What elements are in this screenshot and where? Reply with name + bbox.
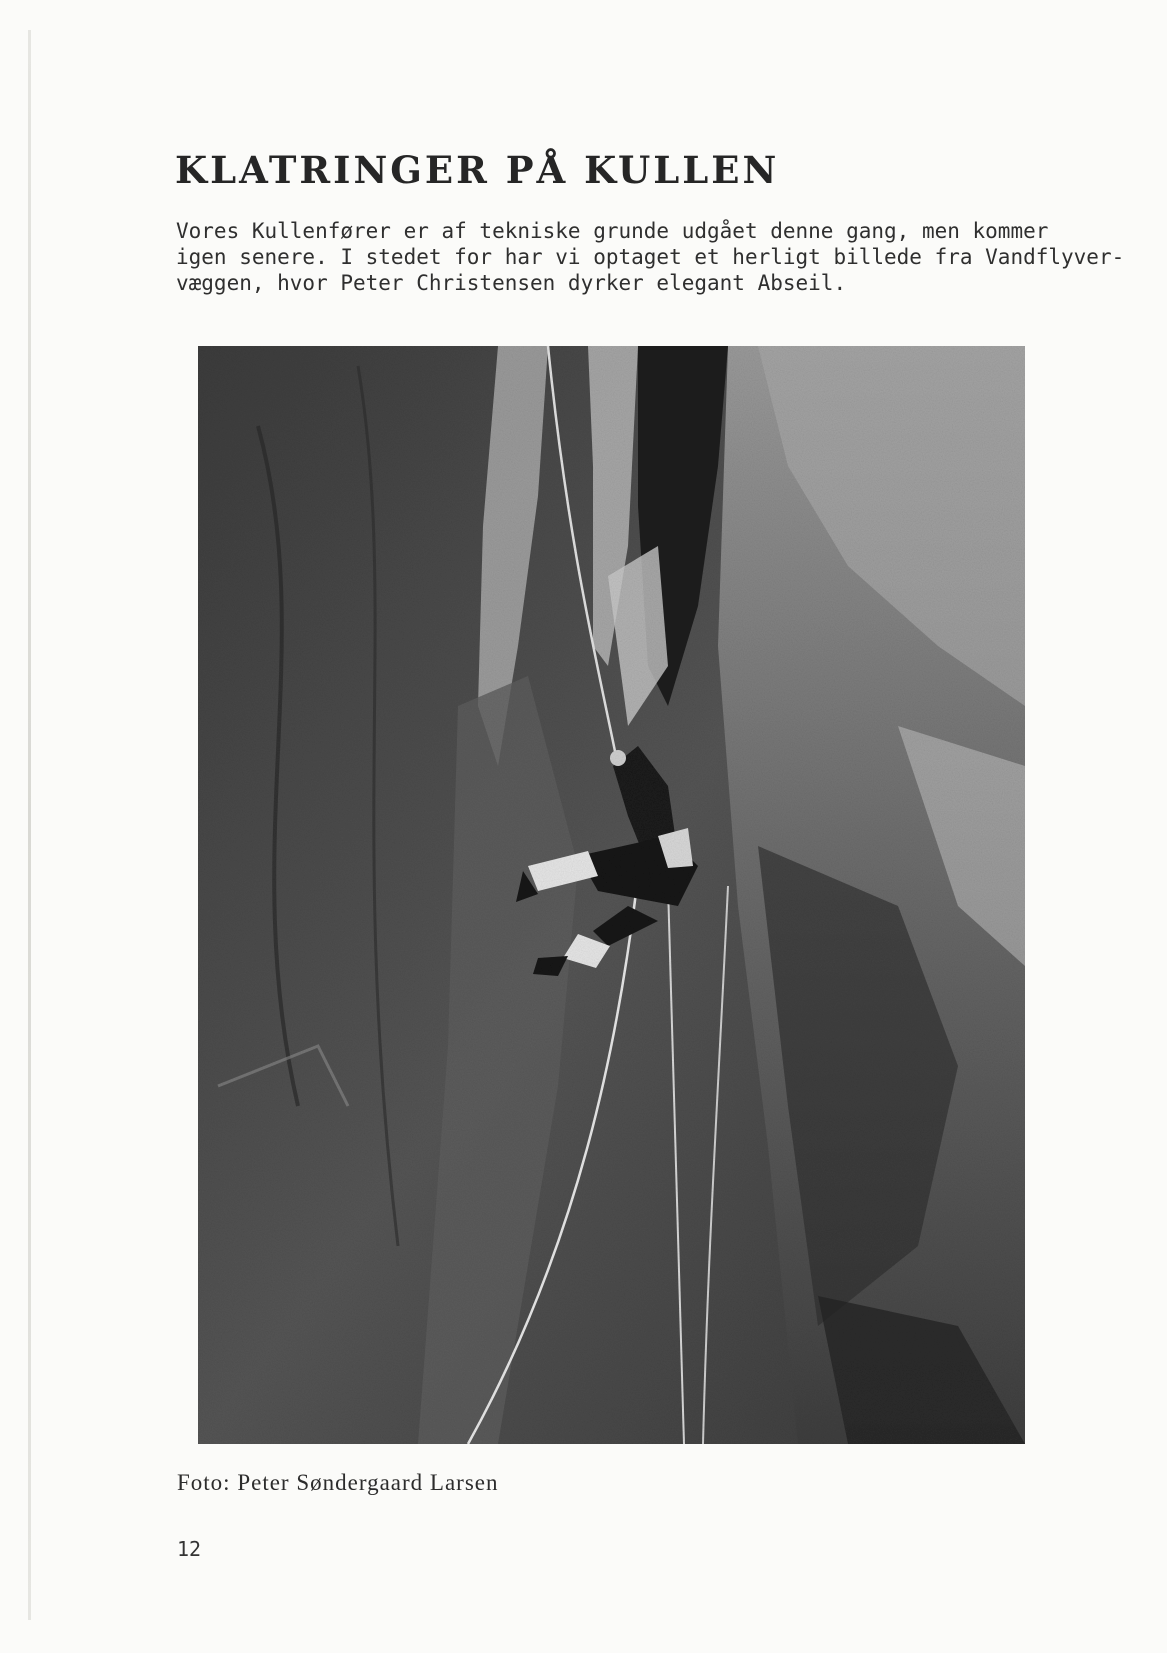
page-number: 12 xyxy=(177,1537,202,1561)
intro-line: igen senere. I stedet for har vi optaget et herligt billede fra Vandflyver- xyxy=(176,245,1125,269)
page-binding-edge xyxy=(28,30,31,1620)
climbing-photo xyxy=(198,346,1025,1444)
intro-line: væggen, hvor Peter Christensen dyrker elegant Abseil. xyxy=(176,271,847,295)
article-title: KLATRINGER PÅ KULLEN xyxy=(175,148,780,192)
article-intro xyxy=(176,218,1125,296)
photo-caption: Foto: Peter Søndergaard Larsen xyxy=(177,1470,499,1495)
intro-line: Vores Kullenfører er af tekniske grunde udgået denne gang, men kommer xyxy=(176,219,1049,243)
climbing-photo-illustration xyxy=(198,346,1025,1444)
